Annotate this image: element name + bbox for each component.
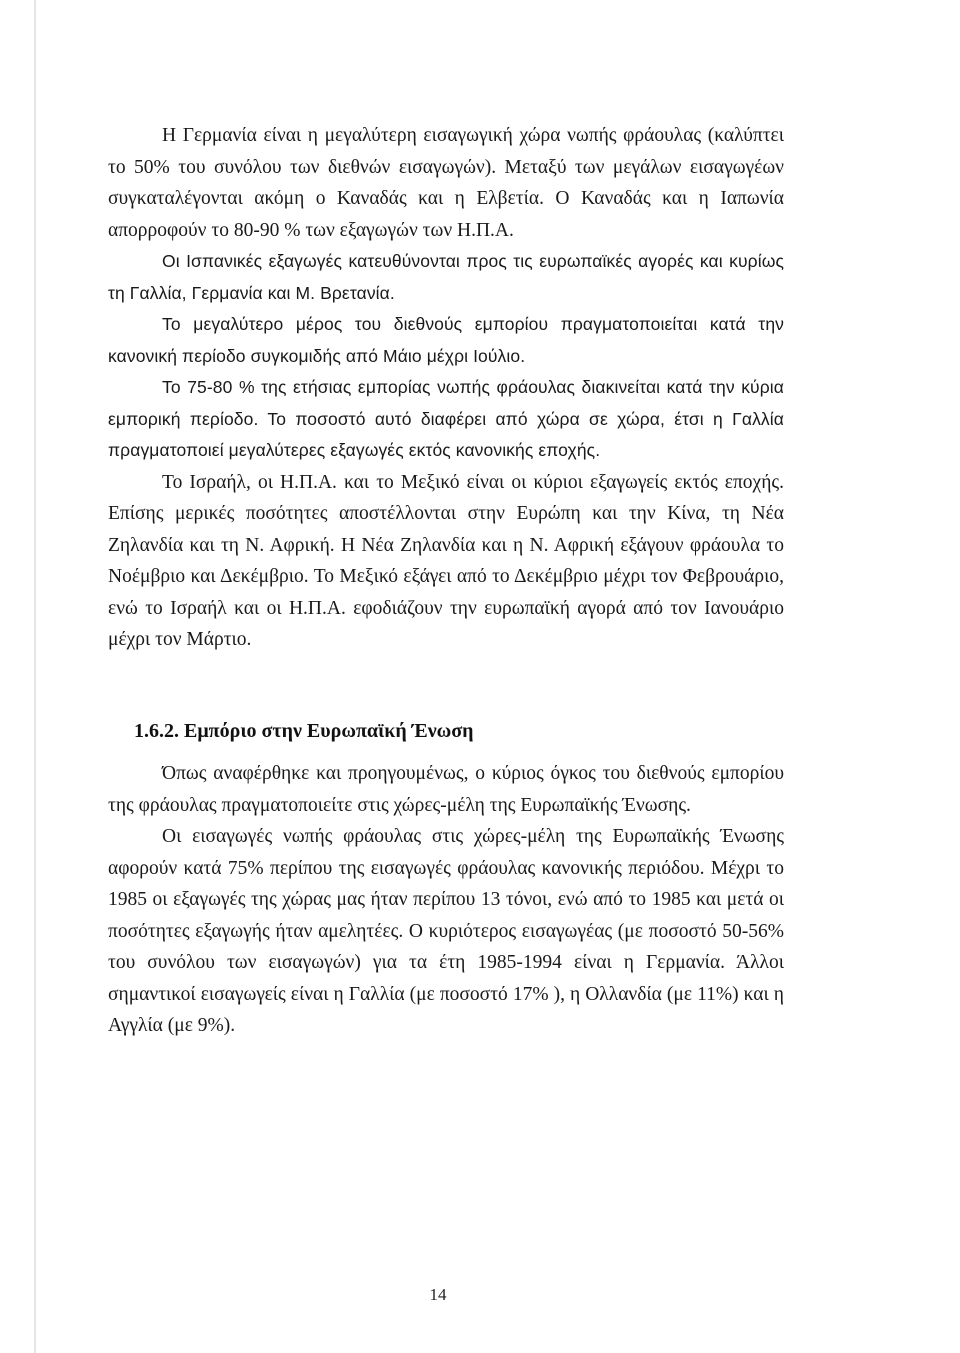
scan-edge-line [34, 0, 36, 1353]
paragraph: Το μεγαλύτερο μέρος του διεθνούς εμπορίου πραγματοποιείται κατά την κανονική περίοδο συγκομιδής από Μάιο μέχρι Ιούλιο. [108, 314, 784, 366]
paragraph: Το 75-80 % της ετήσιας εμπορίας νωπής φράουλας διακινείται κατά την κύρια εμπορική περίοδο. Το ποσοστό αυτό διαφέρει από χώρα σε χώρα, έτσι η Γαλλία πραγματοποιεί μεγαλύτερες εξαγωγές εκτός κανονικής εποχής. [108, 377, 784, 460]
body-text-top [108, 120, 784, 656]
page-number: 14 [429, 1285, 447, 1304]
paragraph: Το Ισραήλ, οι Η.Π.Α. και το Μεξικό είναι οι κύριοι εξαγωγείς εκτός εποχής. Επίσης μερικές ποσότητες αποστέλλονται στην Ευρώπη και την Κίνα, τη Νέα Ζηλανδία και τη Ν. Αφρική. Η Νέα Ζηλανδία και η Ν. Αφρική εξάγουν φράουλα το Νοέμβριο και Δεκέμβριο. Το Μεξικό εξάγει από το Δεκέμβριο μέχρι τον Φεβρουάριο, ενώ το Ισραήλ και οι Η.Π.Α. εφοδιάζουν την ευρωπαϊκή αγορά από τον Ιανουάριο μέχρι τον Μάρτιο. [108, 471, 784, 650]
paragraph: Οι εισαγωγές νωπής φράουλας στις χώρες-μέλη της Ευρωπαϊκής Ένωσης αφορούν κατά 75% περίπου της εισαγωγές φράουλας κανονικής περιόδου. Μέχρι το 1985 οι εξαγωγές της χώρας μας ήταν περίπου 13 τόνοι, ενώ από το 1985 και μετά οι ποσότητες εξαγωγής ήταν αμελητέες. Ο κυριότερος εισαγωγέας (με ποσοστό 50-56% του συνόλου των εισαγωγών) για τα έτη 1985-1994 είναι η Γερμανία. Άλλοι σημαντικοί εισαγωγείς είναι η Γαλλία (με ποσοστό 17% ), η Ολλανδία (με 11%) και η Αγγλία (με 9%). [108, 826, 784, 1036]
paragraph: Οι Ισπανικές εξαγωγές κατευθύνονται προς τις ευρωπαϊκές αγορές και κυρίως τη Γαλλία, Γερμανία και Μ. Βρετανία. [108, 251, 784, 303]
body-text-bottom [108, 758, 784, 1042]
paragraph: Η Γερμανία είναι η μεγαλύτερη εισαγωγική χώρα νωπής φράουλας (καλύπτει το 50% του συνόλου των διεθνών εισαγωγών). Μεταξύ των μεγάλων εισαγωγέων συγκαταλέγονται ακόμη ο Καναδάς και η Ελβετία. Ο Καναδάς και η Ιαπωνία απορροφούν το 80-90 % των εξαγωγών των Η.Π.Α. [108, 125, 784, 241]
section-heading: 1.6.2. Εμπόριο στην Ευρωπαϊκή Ένωση [134, 720, 474, 742]
paragraph: Όπως αναφέρθηκε και προηγουμένως, ο κύριος όγκος του διεθνούς εμπορίου της φράουλας πραγματοποιείτε στις χώρες-μέλη της Ευρωπαϊκής Ένωσης. [108, 763, 784, 816]
